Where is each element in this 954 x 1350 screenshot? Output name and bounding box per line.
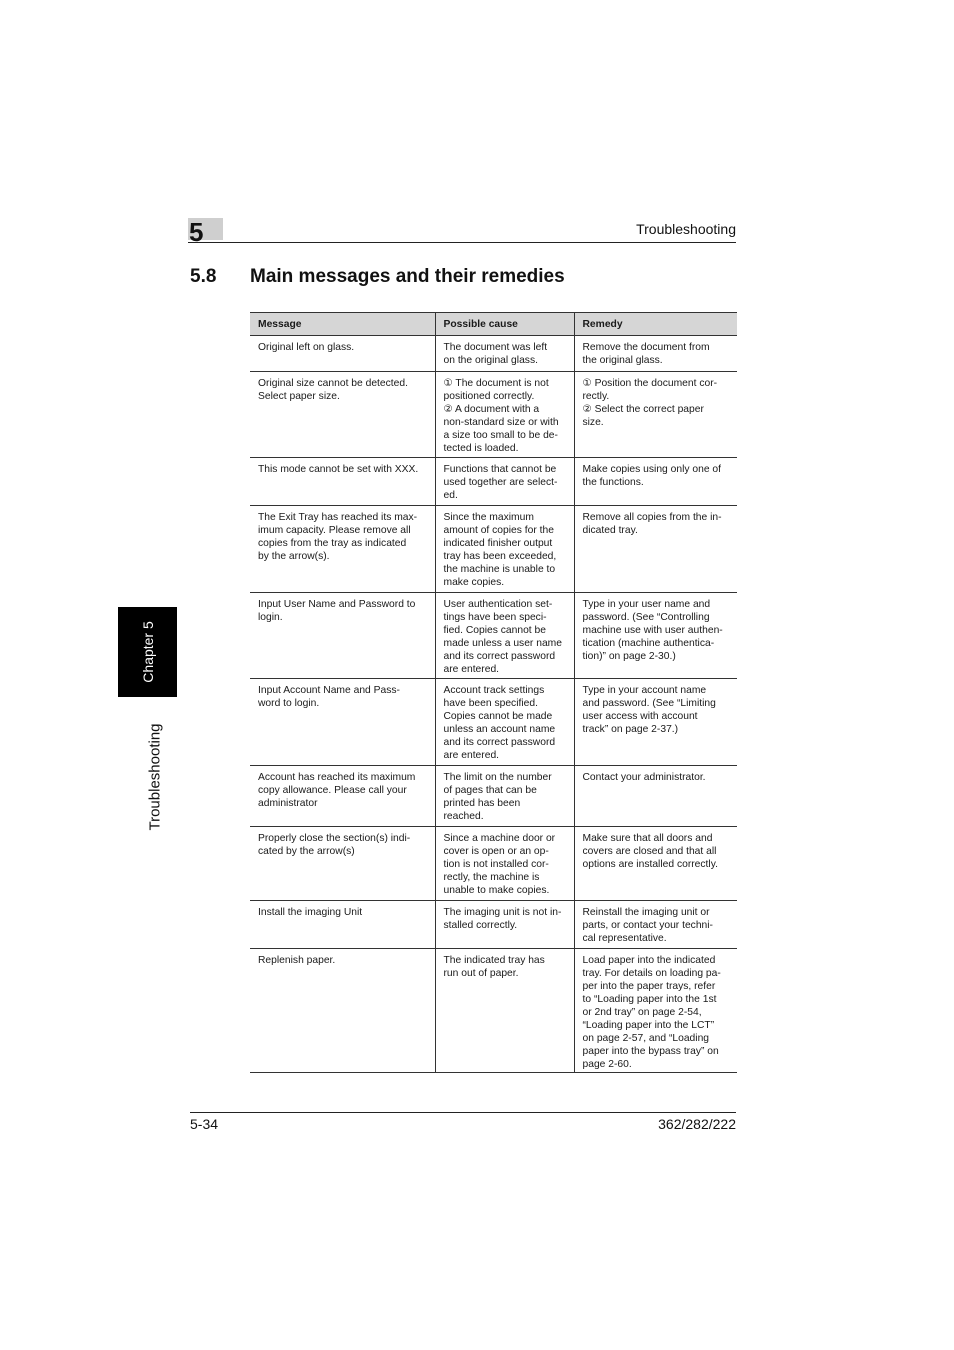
cell-text-line: Original size cannot be detected. (258, 378, 408, 389)
cell-text-line: Make copies using only one of (582, 464, 722, 475)
cell-text-line: unless an account name (443, 724, 556, 735)
cell-text-line: and its correct password (443, 737, 556, 748)
cell-text-line: Original left on glass. (258, 342, 355, 353)
cell-text-line: ① Position the document cor- (582, 378, 718, 389)
footer-model-number: 362/282/222 (658, 1116, 736, 1132)
cell-text-line: fied. Copies cannot be (443, 625, 546, 636)
possible-cause-cell (435, 901, 574, 949)
message-cell (250, 458, 435, 506)
cell-text-line: covers are closed and that all (582, 846, 717, 857)
cell-text-line: tication (machine authentica- (582, 638, 715, 649)
cell-text-line: make copies. (443, 577, 505, 588)
table-row (250, 593, 737, 679)
cell-text-line: Since the maximum (443, 512, 534, 523)
cell-text-line: This mode cannot be set with XXX. (258, 464, 419, 475)
cell-text-line: word to login. (258, 698, 320, 709)
remedy-cell (574, 372, 737, 458)
cell-text-line: amount of copies for the (443, 525, 554, 536)
cell-text-line: dicated tray. (582, 525, 638, 536)
cell-text-line: copies from the tray as indicated (258, 538, 407, 549)
cell-text-line: parts, or contact your techni- (582, 920, 713, 931)
column-header-message: Message (250, 313, 435, 336)
cell-text-line: The limit on the number (443, 772, 552, 783)
table-body (250, 336, 737, 1073)
cell-text-line: ① The document is not (443, 378, 549, 389)
cell-text-line: cated by the arrow(s) (258, 846, 355, 857)
cell-text-line: per into the paper trays, refer (582, 981, 716, 992)
cell-text-line: “Loading paper into the LCT” (582, 1020, 715, 1031)
possible-cause-cell (435, 458, 574, 506)
header-rule (188, 242, 736, 243)
table-row (250, 901, 737, 949)
cell-text-line: rectly. (582, 391, 610, 402)
column-header-remedy: Remedy (574, 313, 737, 336)
cell-text-line: printed has been (443, 798, 521, 809)
section-number: 5.8 (190, 266, 217, 287)
cell-text-line: The Exit Tray has reached its max- (258, 512, 418, 523)
cell-text-line: of pages that can be (443, 785, 537, 796)
possible-cause-cell (435, 827, 574, 901)
side-tab-section-label: Troubleshooting (146, 723, 164, 831)
cell-text-line: Input Account Name and Pass- (258, 685, 400, 696)
cell-text-line: on the original glass. (443, 355, 538, 366)
cell-text-line: and its correct password (443, 651, 556, 662)
cell-text-line: machine use with user authen- (582, 625, 723, 636)
cell-text-line: Install the imaging Unit (258, 907, 363, 918)
possible-cause-cell (435, 679, 574, 766)
cell-text-line: Account track settings (443, 685, 545, 696)
cell-text-line: stalled correctly. (443, 920, 518, 931)
cell-text-line: Contact your administrator. (582, 772, 706, 783)
remedy-cell (574, 901, 737, 949)
cell-text-line: are entered. (443, 750, 500, 761)
cell-text-line: tion is not installed cor- (443, 859, 549, 870)
cell-text-line: Type in your account name (582, 685, 707, 696)
message-cell (250, 593, 435, 679)
cell-text-line: size. (582, 417, 604, 428)
cell-text-line: tings have been speci- (443, 612, 547, 623)
cell-text-line: reached. (443, 811, 484, 822)
cell-text-line: Replenish paper. (258, 955, 336, 966)
cell-text-line: positioned correctly. (443, 391, 535, 402)
remedy-cell (574, 766, 737, 827)
cell-text-line: Make sure that all doors and (582, 833, 713, 844)
cell-text-line: to “Loading paper into the 1st (582, 994, 717, 1005)
messages-table (250, 312, 737, 1073)
table-row (250, 949, 737, 1073)
message-cell (250, 336, 435, 372)
remedy-cell (574, 506, 737, 593)
cell-text-line: by the arrow(s). (258, 551, 330, 562)
cell-text-line: user access with account (582, 711, 698, 722)
cell-text-line: tray. For details on loading pa- (582, 968, 721, 979)
cell-text-line: administrator (258, 798, 318, 809)
message-cell (250, 901, 435, 949)
remedy-cell (574, 458, 737, 506)
table-row (250, 458, 737, 506)
cell-text-line: track” on page 2-37.) (582, 724, 679, 735)
possible-cause-cell (435, 766, 574, 827)
table-row (250, 506, 737, 593)
cell-text-line: paper into the bypass tray” on (582, 1046, 719, 1057)
cell-text-line: have been specified. (443, 698, 538, 709)
cell-text-line: Since a machine door or (443, 833, 556, 844)
cell-text-line: copy allowance. Please call your (258, 785, 407, 796)
footer-rule (190, 1112, 736, 1113)
section-title: Main messages and their remedies (250, 266, 565, 287)
cell-text-line: Load paper into the indicated (582, 955, 716, 966)
cell-text-line: User authentication set- (443, 599, 553, 610)
remedy-cell (574, 593, 737, 679)
cell-text-line: indicated finisher output (443, 538, 553, 549)
cell-text-line: tected is loaded. (443, 443, 519, 454)
message-cell (250, 827, 435, 901)
cell-text-line: ed. (443, 490, 458, 501)
cell-text-line: The imaging unit is not in- (443, 907, 562, 918)
footer-page-number: 5-34 (190, 1116, 219, 1132)
table-row (250, 766, 737, 827)
cell-text-line: are entered. (443, 664, 500, 675)
cell-text-line: options are installed correctly. (582, 859, 718, 870)
cell-text-line: rectly, the machine is (443, 872, 540, 883)
cell-text-line: password. (See “Controlling (582, 612, 710, 623)
remedy-cell (574, 949, 737, 1073)
cell-text-line: Remove the document from (582, 342, 710, 353)
possible-cause-cell (435, 949, 574, 1073)
cell-text-line: tion)” on page 2-30.) (582, 651, 676, 662)
cell-text-line: ② Select the correct paper (582, 404, 704, 415)
cell-text-line: Copies cannot be made (443, 711, 553, 722)
cell-text-line: the functions. (582, 477, 644, 488)
cell-text-line: The document was left (443, 342, 548, 353)
possible-cause-cell (435, 506, 574, 593)
possible-cause-cell (435, 372, 574, 458)
cell-text-line: ② A document with a (443, 404, 540, 415)
table-row (250, 336, 737, 372)
message-cell (250, 766, 435, 827)
table-header-row (250, 313, 737, 336)
cell-text-line: cover is open or an op- (443, 846, 549, 857)
cell-text-line: cal representative. (582, 933, 667, 944)
cell-text-line: the original glass. (582, 355, 663, 366)
possible-cause-cell (435, 593, 574, 679)
cell-text-line: page 2-60. (582, 1059, 632, 1070)
remedy-cell (574, 336, 737, 372)
cell-text-line: tray has been exceeded, (443, 551, 557, 562)
message-cell (250, 949, 435, 1073)
cell-text-line: The indicated tray has (443, 955, 545, 966)
cell-text-line: Properly close the section(s) indi- (258, 833, 411, 844)
cell-text-line: non-standard size or with (443, 417, 559, 428)
cell-text-line: login. (258, 612, 283, 623)
cell-text-line: used together are select- (443, 477, 558, 488)
cell-text-line: and password. (See “Limiting (582, 698, 716, 709)
cell-text-line: Remove all copies from the in- (582, 512, 722, 523)
cell-text-line: Type in your user name and (582, 599, 711, 610)
table-row (250, 372, 737, 458)
cell-text-line: or 2nd tray” on page 2-54, (582, 1007, 702, 1018)
chapter-number: 5 (189, 217, 204, 247)
cell-text-line: unable to make copies. (443, 885, 550, 896)
cell-text-line: Reinstall the imaging unit or (582, 907, 710, 918)
cell-text-line: run out of paper. (443, 968, 519, 979)
cell-text-line: made unless a user name (443, 638, 562, 649)
table-row (250, 679, 737, 766)
cell-text-line: the machine is unable to (443, 564, 556, 575)
cell-text-line: Select paper size. (258, 391, 340, 402)
cell-text-line: a size too small to be de- (443, 430, 558, 441)
column-header-possible-cause: Possible cause (435, 313, 574, 336)
message-cell (250, 506, 435, 593)
cell-text-line: Functions that cannot be (443, 464, 557, 475)
table-row (250, 827, 737, 901)
running-header-title: Troubleshooting (636, 221, 736, 237)
cell-text-line: Input User Name and Password to (258, 599, 416, 610)
cell-text-line: imum capacity. Please remove all (258, 525, 411, 536)
remedy-cell (574, 827, 737, 901)
section-heading (190, 265, 565, 289)
side-tab-chapter-label: Chapter 5 (140, 621, 156, 683)
message-cell (250, 679, 435, 766)
cell-text-line: on page 2-57, and “Loading (582, 1033, 710, 1044)
remedy-cell (574, 679, 737, 766)
cell-text-line: Account has reached its maximum (258, 772, 416, 783)
possible-cause-cell (435, 336, 574, 372)
message-cell (250, 372, 435, 458)
